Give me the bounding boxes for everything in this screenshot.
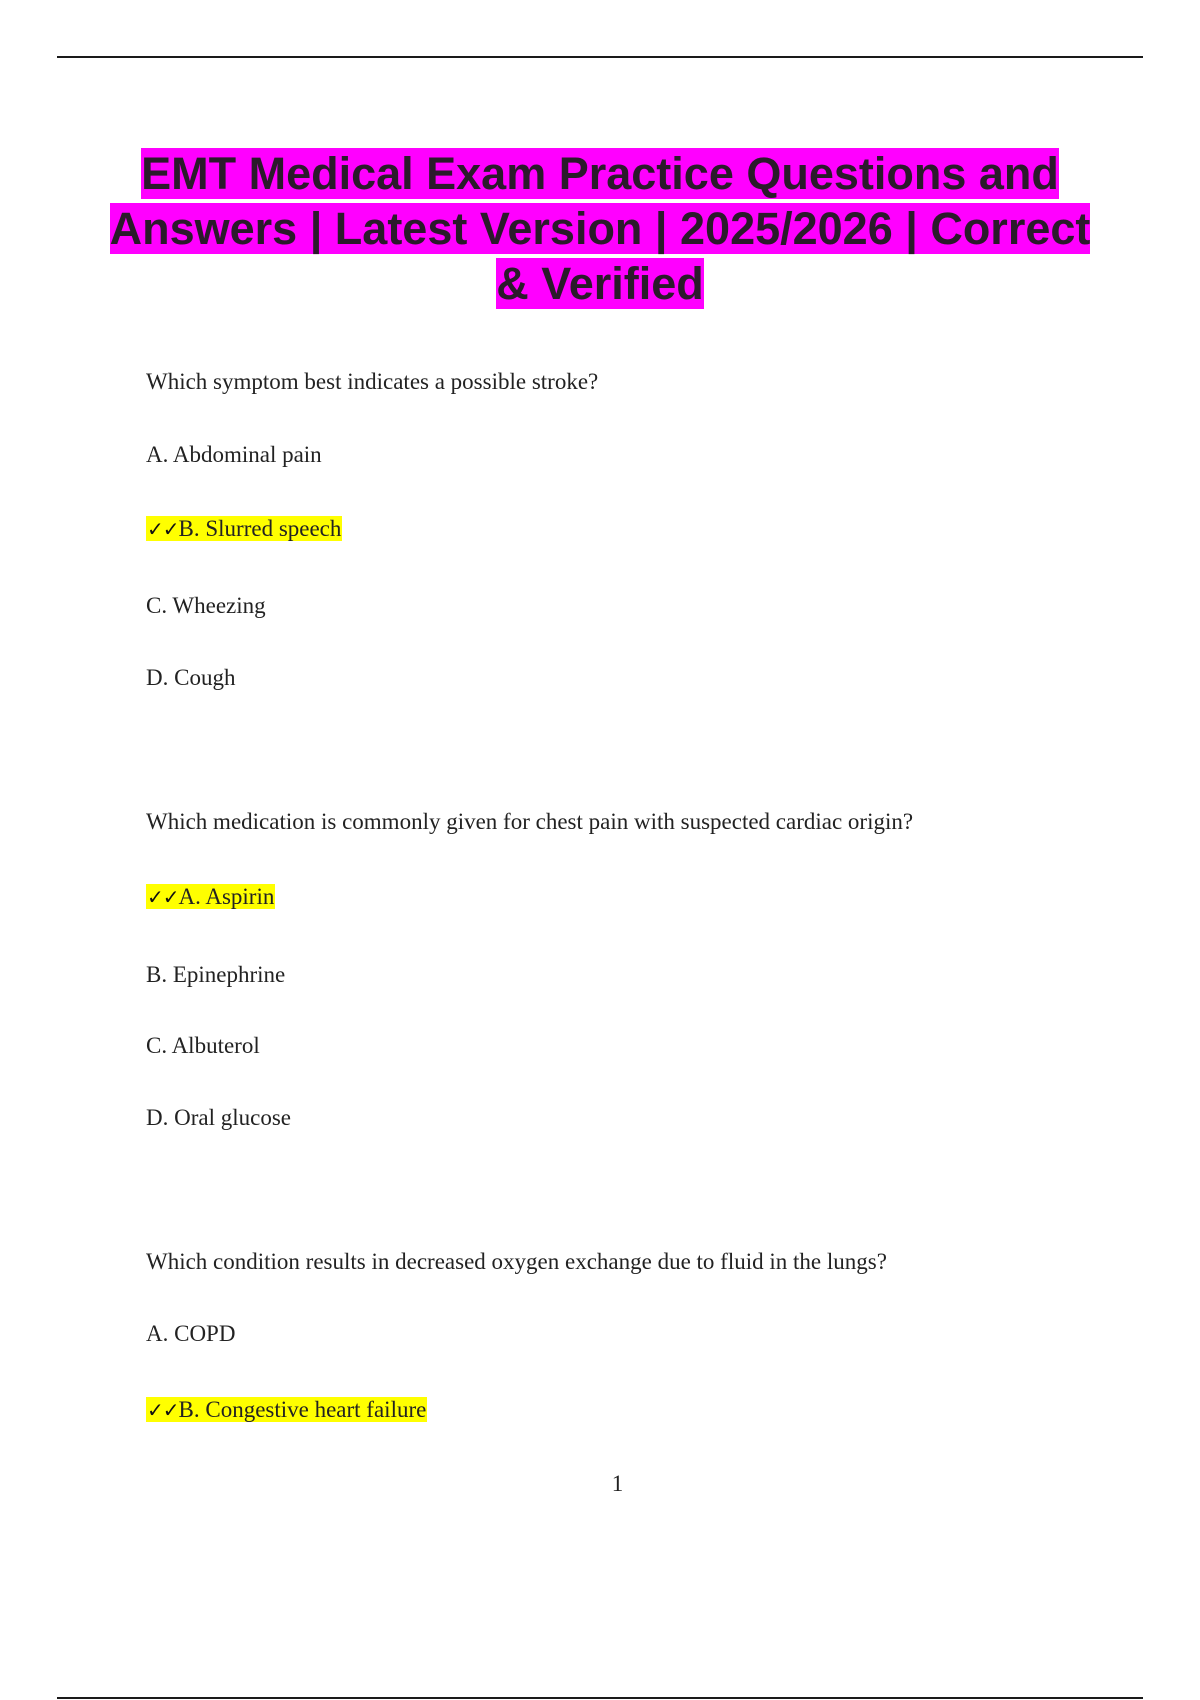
answer-option: D. Cough — [146, 665, 236, 690]
answer-option-correct — [146, 1394, 427, 1426]
correct-answer-highlight — [146, 516, 342, 541]
answer-option: C. Albuterol — [146, 1033, 260, 1058]
header-rule — [57, 56, 1143, 58]
page-title — [100, 146, 1100, 311]
title-highlight: EMT Medical Exam Practice Questions and Answers | Latest Version | 2025/2026 | Correct & Verified — [109, 148, 1091, 309]
question-text: Which condition results in decreased oxygen exchange due to fluid in the lungs? — [146, 1249, 887, 1274]
correct-answer-highlight — [146, 884, 275, 909]
answer-option-correct — [146, 881, 275, 913]
check-mark-icon: ✓✓ — [147, 517, 179, 541]
answer-label: B. Slurred speech — [178, 516, 342, 541]
check-mark-icon: ✓✓ — [147, 1398, 179, 1422]
answer-option: C. Wheezing — [146, 593, 266, 618]
answer-option: A. Abdominal pain — [146, 442, 322, 467]
check-mark-icon: ✓✓ — [147, 885, 179, 909]
answer-label: B. Congestive heart failure — [178, 1397, 427, 1422]
answer-option: B. Epinephrine — [146, 962, 286, 987]
question-text: Which symptom best indicates a possible stroke? — [146, 369, 599, 394]
answer-option: D. Oral glucose — [146, 1105, 291, 1130]
footer-rule — [57, 1697, 1143, 1699]
answer-option: A. COPD — [146, 1321, 236, 1346]
question-text: Which medication is commonly given for chest pain with suspected cardiac origin? — [146, 809, 914, 834]
answer-label: A. Aspirin — [178, 884, 275, 909]
page-number: 1 — [611, 1471, 624, 1496]
answer-option-correct — [146, 513, 342, 545]
correct-answer-highlight — [146, 1397, 427, 1422]
